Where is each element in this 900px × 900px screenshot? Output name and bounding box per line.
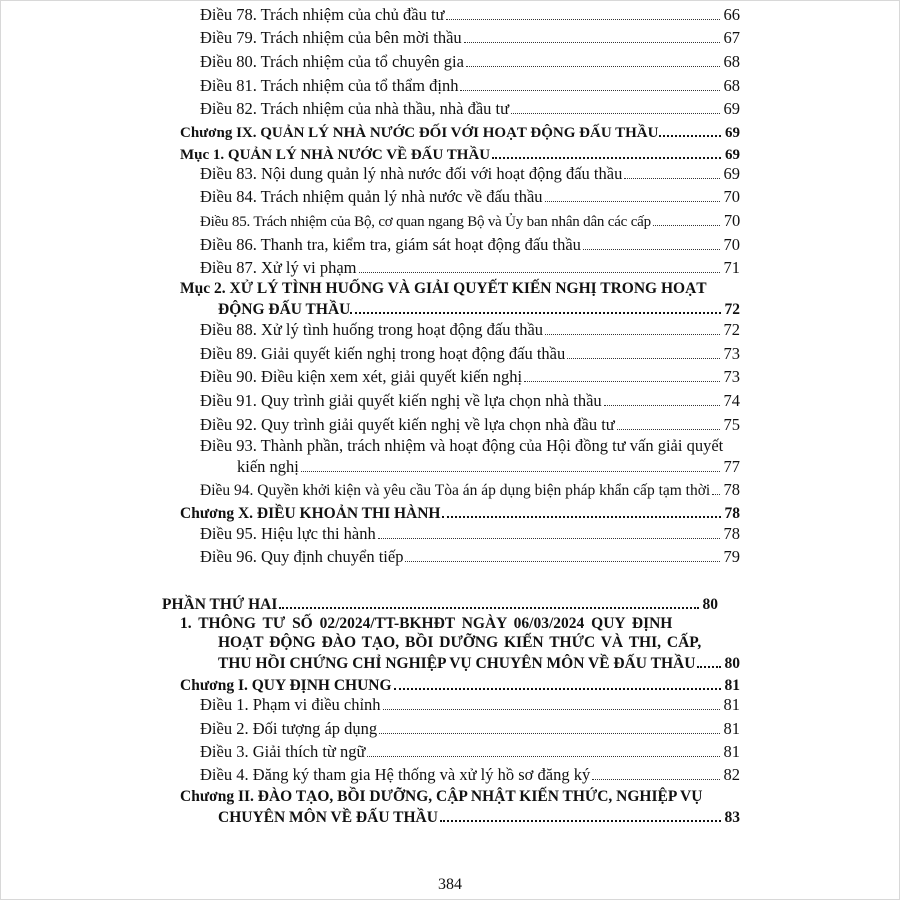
toc-entry[interactable]: Điều 79. Trách nhiệm của bên mời thầu 67 <box>200 28 740 47</box>
toc-entry[interactable]: Điều 82. Trách nhiệm của nhà thầu, nhà đầu tư 69 <box>200 99 740 118</box>
toc-entry[interactable]: Điều 94. Quyền khởi kiện và yêu cầu Tòa án áp dụng biện pháp khẩn cấp tạm thời 78 <box>200 480 740 499</box>
toc-entry[interactable]: Điều 88. Xử lý tình huống trong hoạt động đấu thầu 72 <box>200 320 740 339</box>
toc-entry[interactable]: Điều 84. Trách nhiệm quản lý nhà nước về đấu thầu 70 <box>200 187 740 206</box>
toc-section-heading-line1[interactable]: Mục 2. XỬ LÝ TÌNH HUỐNG VÀ GIẢI QUYẾT KIẾN NGHỊ TRONG HOẠT <box>180 280 707 297</box>
toc-circular-heading-line1[interactable]: 1. THÔNG TƯ SỐ 02/2024/TT-BKHĐT NGÀY 06/03/2024 QUY ĐỊNH <box>180 615 673 632</box>
toc-entry[interactable]: Điều 1. Phạm vi điều chỉnh 81 <box>200 695 740 714</box>
toc-entry[interactable]: Điều 80. Trách nhiệm của tổ chuyên gia 68 <box>200 52 740 71</box>
toc-entry[interactable]: Điều 85. Trách nhiệm của Bộ, cơ quan ngang Bộ và Ủy ban nhân dân các cấp 70 <box>200 211 740 230</box>
toc-circular-heading-line3[interactable]: THU HỒI CHỨNG CHỈ NGHIỆP VỤ CHUYÊN MÔN VỀ ĐẤU THẦU 80 <box>218 652 740 674</box>
toc-entry[interactable]: Điều 96. Quy định chuyển tiếp 79 <box>200 547 740 566</box>
toc-chapter-heading-line2[interactable]: CHUYÊN MÔN VỀ ĐẤU THẦU 83 <box>218 806 740 828</box>
toc-entry[interactable]: Điều 86. Thanh tra, kiểm tra, giám sát hoạt động đấu thầu 70 <box>200 235 740 254</box>
toc-circular-heading-line2[interactable]: HOẠT ĐỘNG ĐÀO TẠO, BỒI DƯỠNG KIẾN THỨC VÀ THI, CẤP, <box>218 634 702 651</box>
toc-entry-line1[interactable]: Điều 93. Thành phần, trách nhiệm và hoạt động của Hội đồng tư vấn giải quyết <box>200 436 724 455</box>
toc-chapter-heading[interactable]: Chương IX. QUẢN LÝ NHÀ NƯỚC ĐỐI VỚI HOẠT ĐỘNG ĐẤU THẦU 69 <box>180 121 740 143</box>
toc-part-heading[interactable]: PHẦN THỨ HAI 80 <box>162 593 740 615</box>
toc-entry[interactable]: Điều 92. Quy trình giải quyết kiến nghị về lựa chọn nhà đầu tư 75 <box>200 415 740 434</box>
page-number: 384 <box>438 876 462 893</box>
toc-entry[interactable]: Điều 87. Xử lý vi phạm 71 <box>200 258 740 277</box>
toc-entry[interactable]: Điều 81. Trách nhiệm của tổ thẩm định 68 <box>200 76 740 95</box>
toc-section-heading-line2[interactable]: ĐỘNG ĐẤU THẦU 72 <box>218 298 740 320</box>
toc-entry[interactable]: Điều 91. Quy trình giải quyết kiến nghị về lựa chọn nhà thầu 74 <box>200 391 740 410</box>
toc-entry[interactable]: Điều 2. Đối tượng áp dụng 81 <box>200 719 740 738</box>
toc-chapter-heading-line1[interactable]: Chương II. ĐÀO TẠO, BỒI DƯỠNG, CẬP NHẬT KIẾN THỨC, NGHIỆP VỤ <box>180 788 703 805</box>
toc-entry[interactable]: Điều 90. Điều kiện xem xét, giải quyết kiến nghị 73 <box>200 367 740 386</box>
toc-entry[interactable]: Điều 3. Giải thích từ ngữ 81 <box>200 742 740 761</box>
toc-entry[interactable]: Điều 95. Hiệu lực thi hành 78 <box>200 524 740 543</box>
toc-entry[interactable]: Điều 78. Trách nhiệm của chủ đầu tư 66 <box>200 5 740 24</box>
toc-entry[interactable]: Điều 89. Giải quyết kiến nghị trong hoạt động đấu thầu 73 <box>200 344 740 363</box>
toc-entry[interactable]: Điều 4. Đăng ký tham gia Hệ thống và xử lý hồ sơ đăng ký 82 <box>200 765 740 784</box>
toc-section-heading[interactable]: Mục 1. QUẢN LÝ NHÀ NƯỚC VỀ ĐẤU THẦU 69 <box>180 143 740 165</box>
toc-chapter-heading[interactable]: Chương I. QUY ĐỊNH CHUNG 81 <box>180 674 740 696</box>
toc-entry-line2[interactable]: kiến nghị 77 <box>237 457 740 476</box>
toc-chapter-heading[interactable]: Chương X. ĐIỀU KHOẢN THI HÀNH 78 <box>180 502 740 524</box>
toc-entry[interactable]: Điều 83. Nội dung quản lý nhà nước đối với hoạt động đấu thầu 69 <box>200 164 740 183</box>
